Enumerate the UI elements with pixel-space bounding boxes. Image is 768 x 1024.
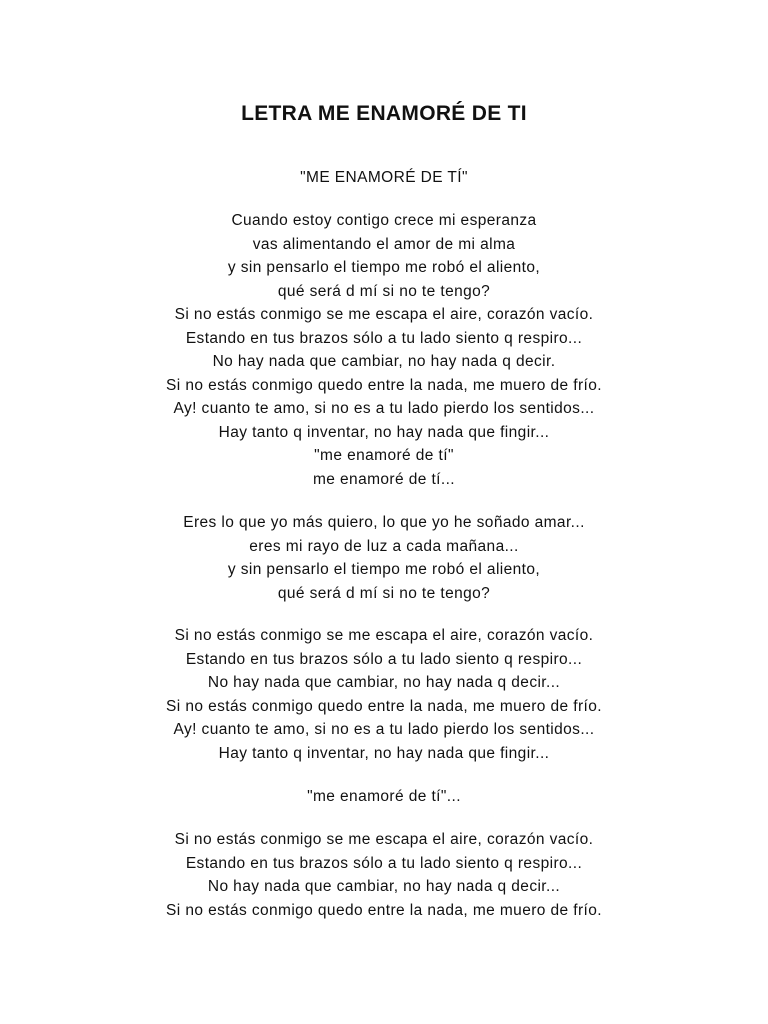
lyric-line: No hay nada que cambiar, no hay nada q decir... bbox=[207, 674, 561, 691]
lyric-line: vas alimentando el amor de mi alma bbox=[252, 235, 516, 253]
lyric-line: No hay nada que cambiar, no hay nada q decir... bbox=[207, 878, 561, 895]
lyric-line: Si no estás conmigo quedo entre la nada, me muero de frío. bbox=[166, 376, 602, 394]
lyric-line: Ay! cuanto te amo, si no es a tu lado pierdo los sentidos... bbox=[173, 400, 595, 417]
lyric-line: me enamoré de tí... bbox=[313, 470, 455, 488]
document-title: LETRA ME ENAMORÉ DE TI bbox=[241, 102, 527, 125]
lyric-line: Si no estás conmigo se me escapa el aire, corazón vacío. bbox=[174, 627, 594, 644]
lyric-line: Si no estás conmigo quedo entre la nada, me muero de frío. bbox=[166, 901, 602, 919]
lyric-line: y sin pensarlo el tiempo me robó el aliento, bbox=[227, 259, 541, 276]
lyric-line: Estando en tus brazos sólo a tu lado siento q respiro... bbox=[185, 650, 583, 668]
lyric-line: Hay tanto q inventar, no hay nada que fingir... bbox=[218, 423, 550, 441]
lyric-line: Eres lo que yo más quiero, lo que yo he soñado amar... bbox=[183, 514, 585, 531]
lyric-line: Estando en tus brazos sólo a tu lado siento q respiro... bbox=[185, 329, 583, 347]
lyric-line: Cuando estoy contigo crece mi esperanza bbox=[231, 212, 537, 229]
lyric-line: No hay nada que cambiar, no hay nada q decir. bbox=[212, 353, 556, 370]
lyric-line: y sin pensarlo el tiempo me robó el aliento, bbox=[227, 561, 541, 578]
lyric-line: eres mi rayo de luz a cada mañana... bbox=[249, 537, 519, 555]
lyric-line: Estando en tus brazos sólo a tu lado siento q respiro... bbox=[185, 854, 583, 872]
lyric-line: qué será d mí si no te tengo? bbox=[277, 584, 491, 602]
lyric-line: qué será d mí si no te tengo? bbox=[277, 282, 491, 300]
lyrics-stanza-2 bbox=[0, 511, 768, 605]
lyric-line: Hay tanto q inventar, no hay nada que fingir... bbox=[218, 744, 550, 762]
lyrics-stanza-4 bbox=[0, 785, 768, 809]
lyrics-stanza-5 bbox=[0, 828, 768, 922]
lyric-line: Si no estás conmigo quedo entre la nada, me muero de frío. bbox=[166, 697, 602, 715]
lyrics-stanza-1 bbox=[0, 209, 768, 491]
lyrics-stanza-3 bbox=[0, 624, 768, 765]
lyric-line: Si no estás conmigo se me escapa el aire, corazón vacío. bbox=[174, 831, 594, 848]
lyric-line: "me enamoré de tí"... bbox=[307, 788, 461, 805]
lyric-line: Ay! cuanto te amo, si no es a tu lado pierdo los sentidos... bbox=[173, 721, 595, 738]
lyric-line: "me enamoré de tí" bbox=[314, 447, 454, 464]
lyric-line: Si no estás conmigo se me escapa el aire, corazón vacío. bbox=[174, 306, 594, 323]
song-subtitle: "ME ENAMORÉ DE TÍ" bbox=[300, 169, 468, 186]
